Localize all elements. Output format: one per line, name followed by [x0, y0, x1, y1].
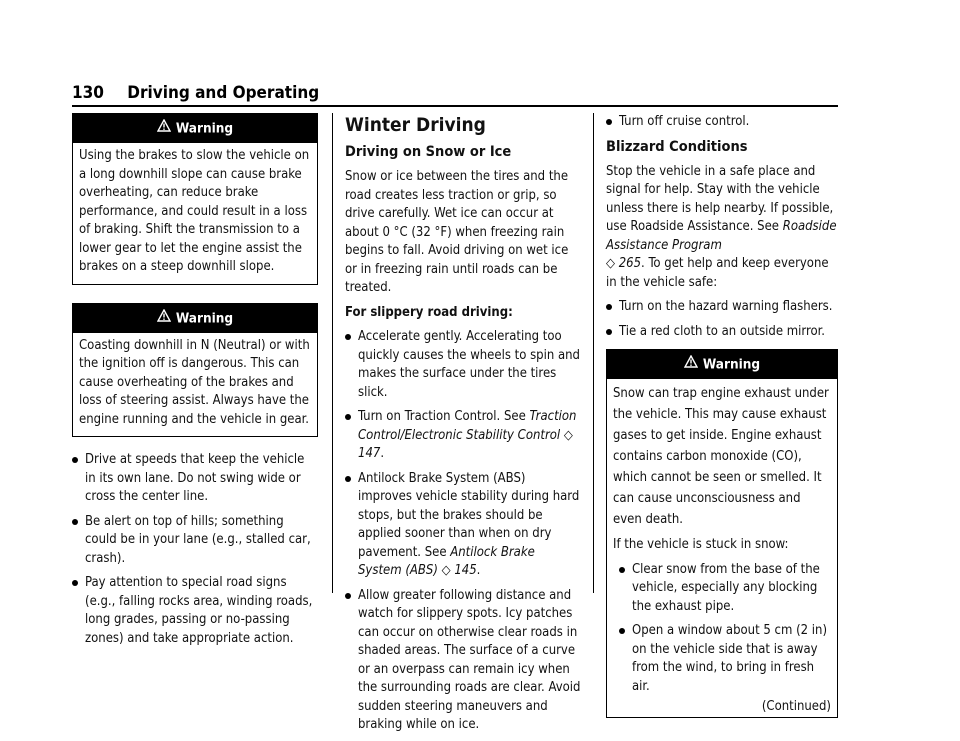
warning-triangle-icon	[684, 350, 698, 379]
blizzard-bullet-list	[606, 298, 838, 341]
warning-title: Warning	[175, 310, 234, 326]
continued-label: (Continued)	[761, 699, 831, 714]
column-3	[606, 113, 838, 718]
list-item: Tie a red cloth to an outside mirror.	[606, 323, 838, 342]
page-number: 130	[72, 83, 104, 103]
warning-title: Warning	[175, 120, 234, 137]
list-item: Accelerate gently. Accelerating too quickly causes the wheels to spin and makes the surface under the tires slick.	[345, 328, 582, 402]
item-text: .	[476, 563, 481, 578]
page-header	[72, 83, 319, 103]
warning-triangle-icon	[157, 114, 171, 143]
page-reference[interactable]: 265	[618, 256, 642, 271]
subheading-blizzard: Blizzard Conditions	[606, 138, 748, 155]
warning-text: Snow can trap engine exhaust under the vehicle. This may cause exhaust gases to get inside. Engine exhaust contains carbon monoxide (CO), which cannot be seen or smelled. It can cause unconsciousness and even death.	[613, 386, 829, 527]
list-item: Clear snow from the base of the vehicle, especially any blocking the exhaust pipe.	[619, 561, 831, 617]
paragraph-text: Stop the vehicle in a safe place and signal for help. Stay with the vehicle unless there is help nearby. If possible, use Roadside Assistance. See	[606, 163, 834, 234]
cross-reference-link[interactable]: Antilock Brake System (ABS)	[358, 544, 535, 578]
list-item	[345, 470, 582, 581]
cross-reference-link[interactable]: Roadside Assistance Program	[606, 219, 837, 253]
winter-intro-paragraph: Snow or ice between the tires and the road creates less traction or grip, so drive carefully. Wet ice can occur at about 0 °C (32 °F) when freezing rain begins to fall. Avoid driving on wet ice or in freezing rain until roads can be treated.	[345, 169, 569, 295]
warning-header	[607, 350, 837, 379]
item-text: .	[380, 446, 385, 461]
list-item: Turn on the hazard warning flashers.	[606, 298, 838, 317]
section-title: Driving and Operating	[127, 83, 320, 103]
column-1	[72, 113, 318, 654]
column-divider-2	[593, 113, 594, 593]
list-item: Turn off cruise control.	[606, 113, 838, 132]
list-item	[345, 408, 582, 464]
list-item: Allow greater following distance and watch for slippery spots. Icy patches can occur on otherwise clear roads in shaded areas. The surface of a curve or an overpass can remain icy when the surrounding roads are clear. Avoid sudden steering maneuvers and braking while on ice.	[345, 587, 582, 735]
warning-box-coasting	[72, 303, 318, 438]
warning-text: If the vehicle is stuck in snow:	[613, 537, 789, 552]
warning-box-exhaust	[606, 349, 838, 718]
list-item: Open a window about 5 cm (2 in) on the vehicle side that is away from the wind, to bring in fresh air.	[619, 622, 831, 696]
warning-header	[73, 304, 317, 333]
warning-triangle-icon	[157, 304, 171, 333]
slippery-road-label: For slippery road driving:	[345, 304, 513, 320]
list-item: Drive at speeds that keep the vehicle in its own lane. Do not swing wide or cross the center line.	[72, 451, 318, 507]
warning-text: Coasting downhill in N (Neutral) or with the ignition off is dangerous. This can cause overheating of the brakes and loss of steering assist. Always have the engine running and the vehicle in gear.	[79, 337, 310, 427]
list-item: Pay attention to special road signs (e.g., falling rocks area, winding roads, long grades, passing or no-passing zones) and take appropriate action.	[72, 574, 318, 648]
cruise-bullet-list	[606, 113, 838, 132]
page-ref-icon: ◇	[560, 427, 573, 443]
paragraph-text: . To get help and keep everyone in the vehicle safe:	[606, 256, 829, 290]
column-divider-1	[332, 113, 333, 593]
cross-reference-link[interactable]: Traction Control/Electronic Stability Control	[358, 409, 577, 443]
column-2	[345, 113, 582, 741]
page-reference[interactable]: 145	[454, 563, 477, 578]
slippery-bullet-list	[345, 328, 582, 735]
header-rule	[72, 105, 838, 107]
page-reference[interactable]: 147	[358, 446, 381, 461]
subheading-snow-ice: Driving on Snow or Ice	[345, 144, 512, 160]
warning-title: Warning	[702, 356, 761, 373]
page-ref-icon: ◇	[606, 256, 619, 271]
warning-box-brakes	[72, 113, 318, 285]
item-text: Antilock Brake System (ABS) improves vehicle stability during hard stops, but the brakes should be applied sooner than when on dry pavement. See	[358, 470, 580, 560]
warning-header	[73, 114, 317, 143]
warning-text: Using the brakes to slow the vehicle on a long downhill slope can cause brake overheating, can reduce brake performance, and could result in a loss of braking. Shift the transmission to a lower gear to let the engine assist the brakes on a steep downhill slope.	[79, 148, 310, 274]
downhill-bullet-list	[72, 451, 318, 648]
item-text: Turn on Traction Control. See	[358, 409, 530, 424]
section-heading-winter-driving: Winter Driving	[345, 114, 486, 136]
stuck-bullet-list	[619, 561, 831, 697]
page-ref-icon: ◇	[437, 563, 455, 578]
blizzard-intro-paragraph	[606, 163, 838, 293]
list-item: Be alert on top of hills; something could be in your lane (e.g., stalled car, crash).	[72, 513, 318, 569]
